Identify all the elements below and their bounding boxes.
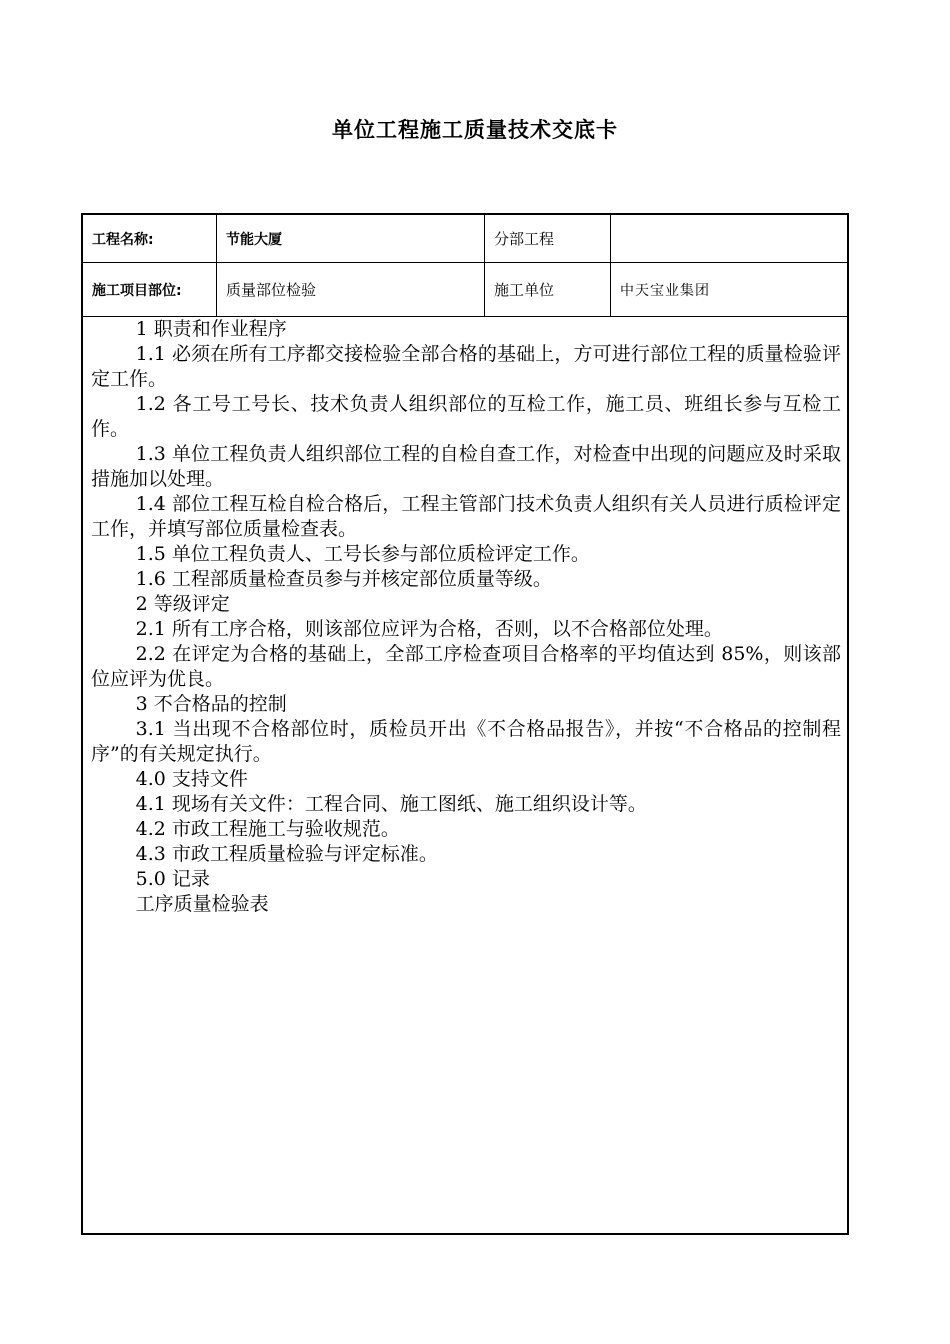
content-body bbox=[83, 317, 847, 917]
construction-unit-value: 中天宝业集团 bbox=[620, 282, 710, 299]
content-paragraph: 1.2 各工号工号长、技术负责人组织部位的互检工作，施工员、班组长参与互检工作。 bbox=[91, 393, 841, 440]
content-paragraph: 1.4 部位工程互检自检合格后，工程主管部门技术负责人组织有关人员进行质检评定工作，并填写部位质量检查表。 bbox=[91, 493, 841, 540]
content-paragraph: 4.2 市政工程施工与验收规范。 bbox=[135, 818, 400, 840]
construction-part-value: 质量部位检验 bbox=[217, 263, 485, 316]
content-paragraph: 4.1 现场有关文件：工程合同、施工图纸、施工组织设计等。 bbox=[135, 793, 647, 815]
content-paragraph: 1 职责和作业程序 bbox=[135, 318, 287, 340]
project-name-label: 工程名称: bbox=[83, 215, 217, 262]
content-paragraph: 1.5 单位工程负责人、工号长参与部位质检评定工作。 bbox=[135, 543, 590, 565]
content-paragraph: 工序质量检验表 bbox=[135, 893, 269, 915]
content-paragraph: 4.0 支持文件 bbox=[135, 768, 248, 790]
sub-project-value bbox=[611, 215, 849, 262]
content-paragraph: 1.6 工程部质量检查员参与并核定部位质量等级。 bbox=[135, 568, 552, 590]
construction-part-label: 施工项目部位: bbox=[83, 263, 217, 316]
construction-unit-label: 施工单位 bbox=[485, 263, 611, 316]
content-paragraph: 2.1 所有工序合格，则该部位应评为合格，否则，以不合格部位处理。 bbox=[135, 618, 723, 640]
content-paragraph: 1.1 必须在所有工序都交接检验全部合格的基础上，方可进行部位工程的质量检验评定工作。 bbox=[91, 343, 841, 390]
header-row-part bbox=[83, 263, 847, 317]
content-paragraph: 2.2 在评定为合格的基础上，全部工序检查项目合格率的平均值达到 85%，则该部位应评为优良。 bbox=[91, 643, 841, 690]
header-row-project bbox=[83, 215, 847, 263]
page-title: 单位工程施工质量技术交底卡 bbox=[332, 118, 618, 142]
content-paragraph: 3 不合格品的控制 bbox=[135, 693, 287, 715]
disclosure-card-table bbox=[81, 213, 849, 1235]
content-paragraph: 3.1 当出现不合格部位时，质检员开出《不合格品报告》，并按“不合格品的控制程序”的有关规定执行。 bbox=[91, 718, 841, 765]
content-paragraph: 4.3 市政工程质量检验与评定标准。 bbox=[135, 843, 438, 865]
content-paragraph: 1.3 单位工程负责人组织部位工程的自检自查工作，对检查中出现的问题应及时采取措施加以处理。 bbox=[91, 443, 841, 490]
content-paragraph: 5.0 记录 bbox=[135, 868, 210, 890]
sub-project-label: 分部工程 bbox=[485, 215, 611, 262]
project-name-value: 节能大厦 bbox=[217, 215, 485, 262]
content-paragraph: 2 等级评定 bbox=[135, 593, 230, 615]
